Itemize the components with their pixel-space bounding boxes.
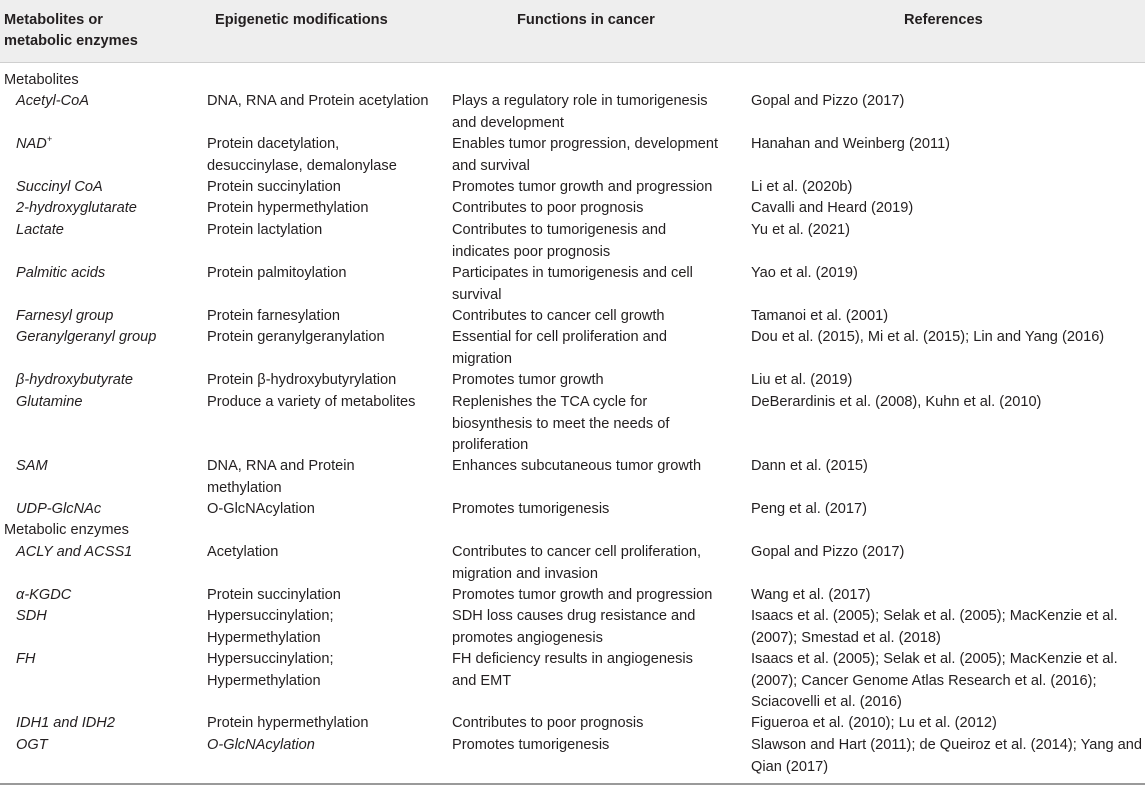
row-function: Enhances subcutaneous tumor growth [452,458,702,474]
row-name: α-KGDC [16,587,72,603]
row-function: Replenishes the TCA cycle for biosynthesis to meet the needs of proliferation [452,394,670,453]
row-modification: Protein hypermethylation [207,200,369,216]
row-function: Contributes to cancer cell proliferation, migration and invasion [452,544,702,582]
section-label-metabolites: Metabolites [4,72,79,88]
row-function: Participates in tumorigenesis and cell survival [452,265,693,303]
row-reference: Isaacs et al. (2005); Selak et al. (2005); MacKenzie et al. (2007); Cancer Genome Atlas Research et al. (2016); Sciacovelli et al. (2016) [751,651,1118,710]
row-name: OGT [16,737,48,753]
row-reference: Yao et al. (2019) [751,265,858,281]
row-modification: Protein dacetylation, desuccinylase, demalonylase [207,136,397,174]
row-name: Farnesyl group [16,308,114,324]
row-reference: Dann et al. (2015) [751,458,868,474]
row-function: Promotes tumor growth and progression [452,179,713,195]
row-reference: Isaacs et al. (2005); Selak et al. (2005); MacKenzie et al. (2007); Smestad et al. (2018) [751,608,1118,646]
row-modification: Protein succinylation [207,179,341,195]
row-function: Contributes to cancer cell growth [452,308,665,324]
row-reference: Figueroa et al. (2010); Lu et al. (2012) [751,715,997,731]
row-modification: Acetylation [207,544,279,560]
row-modification: O-GlcNAcylation [207,737,315,753]
row-name: β-hydroxybutyrate [16,372,134,388]
row-function: Contributes to poor prognosis [452,715,644,731]
row-modification: Protein palmitoylation [207,265,347,281]
row-name: FH [16,651,36,667]
row-modification: DNA, RNA and Protein methylation [207,458,355,496]
header-epigenetic-modifications: Epigenetic modifications [215,12,388,28]
row-reference: Hanahan and Weinberg (2011) [751,136,951,152]
table-header [0,0,1145,63]
row-modification: Protein lactylation [207,222,323,238]
row-function: Contributes to poor prognosis [452,200,644,216]
row-reference: Slawson and Hart (2011); de Queiroz et al. (2014); Yang and Qian (2017) [751,737,1143,775]
row-function: Essential for cell proliferation and migration [452,329,667,367]
row-function: Promotes tumorigenesis [452,737,610,753]
row-reference: Wang et al. (2017) [751,587,871,603]
row-reference: Liu et al. (2019) [751,372,853,388]
row-name: SDH [16,608,47,624]
row-function: Promotes tumor growth and progression [452,587,713,603]
row-reference: Gopal and Pizzo (2017) [751,93,905,109]
row-modification: Produce a variety of metabolites [207,394,416,410]
row-name: Succinyl CoA [16,179,103,195]
row-modification: O-GlcNAcylation [207,501,315,517]
header-functions-in-cancer: Functions in cancer [517,12,655,28]
row-reference: Yu et al. (2021) [751,222,850,238]
row-modification: Protein hypermethylation [207,715,369,731]
row-name: UDP-GlcNAc [16,501,102,517]
row-function: Promotes tumor growth [452,372,604,388]
row-name: Palmitic acids [16,265,106,281]
row-function: FH deficiency results in angiogenesis and EMT [452,651,693,689]
row-modification: Hypersuccinylation; Hypermethylation [207,651,334,689]
row-name: Geranylgeranyl group [16,329,157,345]
row-reference: Cavalli and Heard (2019) [751,200,914,216]
row-reference: Dou et al. (2015), Mi et al. (2015); Lin and Yang (2016) [751,329,1105,345]
row-reference: Li et al. (2020b) [751,179,853,195]
row-name: SAM [16,458,48,474]
row-reference: DeBerardinis et al. (2008), Kuhn et al. (2010) [751,394,1042,410]
row-name: Glutamine [16,394,83,410]
row-function: Plays a regulatory role in tumorigenesis and development [452,93,708,131]
row-modification: Protein β-hydroxybutyrylation [207,372,397,388]
row-name: NAD+ [16,134,53,152]
row-modification: Protein succinylation [207,587,341,603]
row-name: Acetyl-CoA [16,93,89,109]
row-function: SDH loss causes drug resistance and promotes angiogenesis [452,608,696,646]
row-function: Promotes tumorigenesis [452,501,610,517]
row-reference: Gopal and Pizzo (2017) [751,544,905,560]
row-modification: Hypersuccinylation; Hypermethylation [207,608,334,646]
row-name: IDH1 and IDH2 [16,715,115,731]
table-bottom-rule [0,783,1145,785]
row-reference: Tamanoi et al. (2001) [751,308,889,324]
row-modification: Protein farnesylation [207,308,341,324]
row-function: Contributes to tumorigenesis and indicates poor prognosis [452,222,667,260]
header-references: References [904,12,983,28]
row-modification: Protein geranylgeranylation [207,329,385,345]
header-metabolites: Metabolites or metabolic enzymes [4,12,138,49]
row-name: 2-hydroxyglutarate [16,200,137,216]
row-reference: Peng et al. (2017) [751,501,868,517]
section-label-metabolic-enzymes: Metabolic enzymes [4,522,129,538]
row-name: Lactate [16,222,64,238]
row-modification: DNA, RNA and Protein acetylation [207,93,429,109]
row-function: Enables tumor progression, development and survival [452,136,719,174]
row-name: ACLY and ACSS1 [16,544,133,560]
